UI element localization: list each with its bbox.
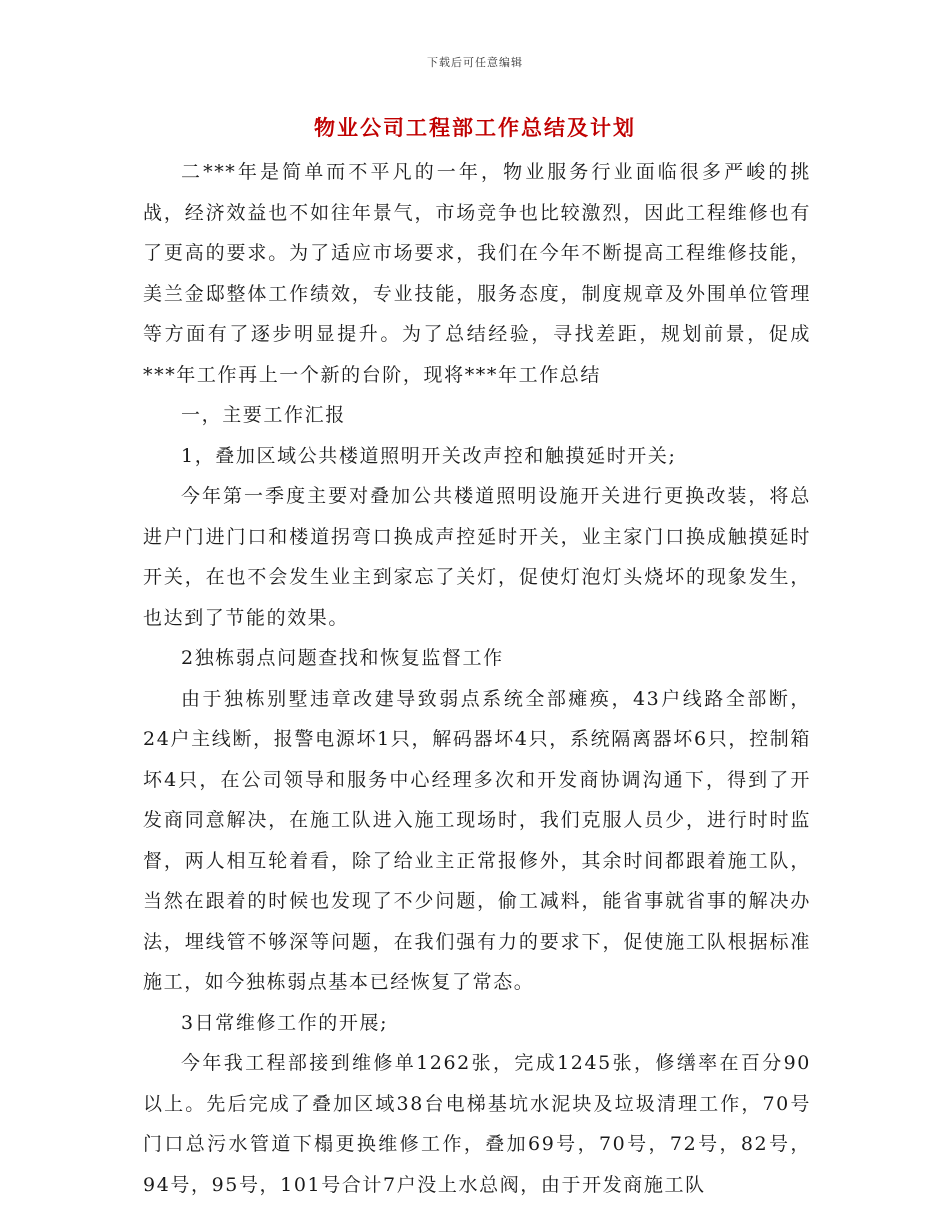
paragraph-item-3: 今年我工程部接到维修单1262张，完成1245张，修缮率在百分90以上。先后完成了叠加区域38台电梯基坑水泥块及垃圾清理工作，70号门口总污水管道下榻更换维修工作，叠加69号，70号，72号，82号，94号，95号，101号合计7户没上水总阀，由于开发商施工队	[143, 1052, 811, 1196]
item-heading-2: 2独栋弱点问题查找和恢复监督工作	[181, 647, 504, 669]
paragraph-intro: 二***年是简单而不平凡的一年，物业服务行业面临很多严峻的挑战，经济效益也不如往年景气，市场竞争也比较激烈，因此工程维修也有了更高的要求。为了适应市场要求，我们在今年不断提高工程维修技能，美兰金邸整体工作绩效，专业技能，服务态度，制度规章及外围单位管理等方面有了逐步明显提升。为了总结经验，寻找差距，规划前景，促成***年工作再上一个新的台阶，现将***年工作总结	[143, 161, 811, 386]
header-note: 下载后可任意编辑	[427, 56, 523, 69]
paragraph-item-1: 今年第一季度主要对叠加公共楼道照明设施开关进行更换改装，将总进户门进门口和楼道拐弯口换成声控延时开关，业主家门口换成触摸延时开关，在也不会发生业主到家忘了关灯，促使灯泡灯头烧坏的现象发生，也达到了节能的效果。	[143, 485, 811, 629]
section-heading-main-work: 一，主要工作汇报	[181, 404, 346, 426]
item-heading-1: 1，叠加区域公共楼道照明开关改声控和触摸延时开关;	[181, 444, 677, 467]
document-body	[143, 152, 811, 1205]
document-title: 物业公司工程部工作总结及计划	[314, 115, 636, 140]
paragraph-item-2: 由于独栋别墅违章改建导致弱点系统全部瘫痪，43户线路全部断，24户主线断，报警电源坏1只，解码器坏4只，系统隔离器坏6只，控制箱坏4只，在公司领导和服务中心经理多次和开发商协调沟通下，得到了开发商同意解决，在施工队进入施工现场时，我们克服人员少，进行时时监督，两人相互轮着看，除了给业主正常报修外，其余时间都跟着施工队，当然在跟着的时候也发现了不少问题，偷工减料，能省事就省事的解决办法，埋线管不够深等问题，在我们强有力的要求下，促使施工队根据标准施工，如今独栋弱点基本已经恢复了常态。	[143, 687, 811, 993]
item-heading-3: 3日常维修工作的开展;	[181, 1011, 389, 1034]
